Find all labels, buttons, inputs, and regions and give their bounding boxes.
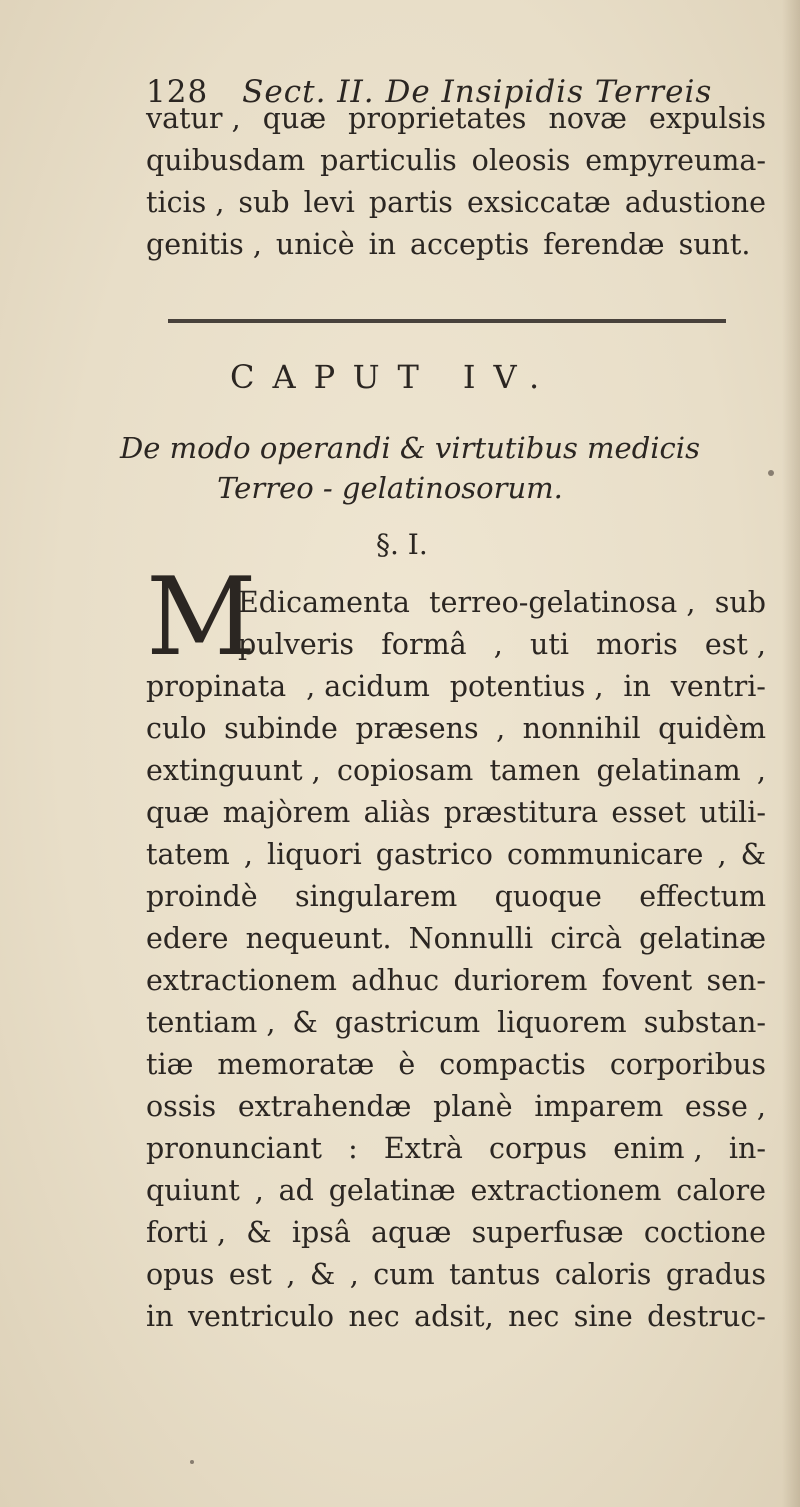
- word: aliàs: [363, 796, 431, 829]
- word: novæ: [548, 102, 627, 135]
- word: &: [292, 1006, 318, 1039]
- word: &: [740, 838, 766, 871]
- text-line: [146, 1128, 766, 1170]
- word: esse ,: [684, 1090, 766, 1123]
- word: &: [246, 1216, 272, 1249]
- word: corpus: [489, 1132, 588, 1165]
- word: formâ: [381, 628, 467, 661]
- word: memoratæ: [217, 1048, 375, 1081]
- word: uti: [530, 628, 569, 661]
- word: ossis: [146, 1090, 217, 1123]
- word: terreo-gelatinosa ,: [429, 586, 696, 619]
- word: liquori: [266, 838, 362, 871]
- word: in: [146, 1300, 174, 1333]
- drop-cap: M: [146, 555, 257, 680]
- word: ,: [717, 838, 727, 871]
- word: aquæ: [371, 1216, 452, 1249]
- word: partis: [368, 186, 453, 219]
- paper-speck: [190, 1460, 194, 1464]
- word: gelatinæ: [639, 922, 766, 955]
- word: adsit,: [414, 1300, 494, 1333]
- word: præsens: [355, 712, 479, 745]
- chapter-title-line-1: De modo operandi & virtutibus medicis: [120, 431, 700, 465]
- word: ,: [756, 754, 766, 787]
- word: proindè: [146, 880, 258, 913]
- word: forti ,: [146, 1216, 227, 1249]
- word: sunt.: [678, 228, 751, 261]
- word: copiosam: [337, 754, 474, 787]
- body-paragraph: [146, 666, 766, 1338]
- word: compactis: [439, 1048, 586, 1081]
- word: nec: [348, 1300, 400, 1333]
- word: est ,: [704, 628, 766, 661]
- word: duriorem: [453, 964, 588, 997]
- text-line: [146, 1086, 766, 1128]
- word: sen-: [706, 964, 766, 997]
- word: nequeunt.: [245, 922, 392, 955]
- page-number: 128: [146, 74, 209, 110]
- word: nonnihil: [522, 712, 641, 745]
- word: ad: [278, 1174, 314, 1207]
- word: è: [398, 1048, 416, 1081]
- text-line: [146, 140, 766, 182]
- word: edere: [146, 922, 229, 955]
- word: adhuc: [351, 964, 440, 997]
- word: subinde: [224, 712, 338, 745]
- text-line: [146, 960, 766, 1002]
- text-line: [146, 1254, 766, 1296]
- word: enim ,: [613, 1132, 703, 1165]
- word: destruc-: [647, 1300, 766, 1333]
- word: gradus: [665, 1258, 766, 1291]
- word: ,: [349, 1258, 359, 1291]
- word: ipsâ: [291, 1216, 351, 1249]
- word: ventriculo: [187, 1300, 335, 1333]
- word: superfusæ: [471, 1216, 624, 1249]
- word: Extrà: [383, 1132, 463, 1165]
- word: levi: [303, 186, 355, 219]
- word: genitis ,: [146, 228, 262, 261]
- word: ferendæ: [543, 228, 665, 261]
- word: extrahendæ: [237, 1090, 412, 1123]
- word: tentiam ,: [146, 1006, 276, 1039]
- text-line: [146, 98, 766, 140]
- word: quiunt: [146, 1174, 240, 1207]
- intro-paragraph: [146, 98, 766, 266]
- word: tiæ: [146, 1048, 194, 1081]
- word: , acidum: [306, 670, 430, 703]
- word: empyreuma-: [585, 144, 766, 177]
- word: imparem: [534, 1090, 664, 1123]
- word: pulveris: [238, 628, 355, 661]
- word: tantus: [449, 1258, 541, 1291]
- word: :: [348, 1132, 358, 1165]
- word: unicè: [275, 228, 355, 261]
- word: singularem: [294, 880, 458, 913]
- word: sine: [573, 1300, 633, 1333]
- word: potentius ,: [449, 670, 604, 703]
- word: ,: [493, 628, 503, 661]
- word: in: [623, 670, 651, 703]
- word: adustione: [624, 186, 766, 219]
- word: sub: [238, 186, 290, 219]
- word: ,: [286, 1258, 296, 1291]
- word: substan-: [643, 1006, 766, 1039]
- text-line: [238, 624, 766, 666]
- word: liquorem: [497, 1006, 627, 1039]
- word: gastrico: [375, 838, 493, 871]
- word: majòrem: [222, 796, 351, 829]
- text-line: [146, 182, 766, 224]
- word: fovent: [601, 964, 693, 997]
- word: sub: [714, 586, 766, 619]
- word: cum: [373, 1258, 435, 1291]
- word: quibusdam: [146, 144, 306, 177]
- text-line: [146, 1170, 766, 1212]
- paper-speck: [768, 470, 774, 476]
- word: Nonnulli: [408, 922, 534, 955]
- word: quidèm: [658, 712, 766, 745]
- word: ,: [243, 838, 253, 871]
- text-line: [146, 1296, 766, 1338]
- first-paragraph-opening: [238, 582, 766, 666]
- chapter-title-line-2: Terreo - gelatinosorum.: [217, 471, 563, 505]
- word: utili-: [699, 796, 766, 829]
- text-line: [146, 1044, 766, 1086]
- word: quæ: [262, 102, 327, 135]
- word: ,: [254, 1174, 264, 1207]
- word: ventri-: [670, 670, 766, 703]
- text-line: [146, 708, 766, 750]
- word: culo: [146, 712, 207, 745]
- word: communicare: [506, 838, 704, 871]
- word: calore: [676, 1174, 766, 1207]
- word: planè: [433, 1090, 513, 1123]
- word: Edicamenta: [238, 586, 410, 619]
- word: vatur ,: [146, 102, 241, 135]
- chapter-heading: [230, 357, 557, 397]
- word: &: [309, 1258, 336, 1291]
- chapter-label: CAPUT: [230, 358, 437, 396]
- word: esset: [611, 796, 686, 829]
- word: quoque: [494, 880, 602, 913]
- word: circà: [550, 922, 622, 955]
- word: gastricum: [334, 1006, 481, 1039]
- word: gelatinam: [596, 754, 741, 787]
- word: corporibus: [609, 1048, 766, 1081]
- word: particulis: [320, 144, 457, 177]
- section-rule: [168, 319, 726, 323]
- text-line: [146, 750, 766, 792]
- word: propinata: [146, 670, 287, 703]
- text-line: [146, 1002, 766, 1044]
- word: effectum: [639, 880, 766, 913]
- word: gelatinæ: [328, 1174, 456, 1207]
- running-title: Sect. II. De Insipidis Terreis: [242, 74, 713, 110]
- text-line: [146, 792, 766, 834]
- word: pronunciant: [146, 1132, 322, 1165]
- word: extinguunt ,: [146, 754, 321, 787]
- word: exsiccatæ: [466, 186, 611, 219]
- word: præstitura: [443, 796, 599, 829]
- text-line: [238, 582, 766, 624]
- word: nec: [508, 1300, 560, 1333]
- text-line: [146, 834, 766, 876]
- word: in-: [728, 1132, 766, 1165]
- word: moris: [596, 628, 678, 661]
- text-line: [146, 224, 766, 266]
- word: oleosis: [471, 144, 571, 177]
- word: expulsis: [648, 102, 766, 135]
- word: coctione: [643, 1216, 766, 1249]
- word: caloris: [554, 1258, 652, 1291]
- text-line: [146, 666, 766, 708]
- chapter-number: IV.: [462, 358, 558, 396]
- text-line: [146, 918, 766, 960]
- text-line: [146, 1212, 766, 1254]
- word: tatem: [146, 838, 230, 871]
- word: ,: [496, 712, 506, 745]
- word: in: [368, 228, 397, 261]
- section-mark: §. I.: [376, 528, 428, 561]
- text-line: [146, 876, 766, 918]
- word: proprietates: [348, 102, 527, 135]
- word: acceptis: [410, 228, 530, 261]
- word: extractionem: [470, 1174, 662, 1207]
- word: ticis ,: [146, 186, 225, 219]
- word: est: [228, 1258, 272, 1291]
- word: quæ: [146, 796, 210, 829]
- word: extractionem: [146, 964, 337, 997]
- word: opus: [146, 1258, 215, 1291]
- word: tamen: [489, 754, 581, 787]
